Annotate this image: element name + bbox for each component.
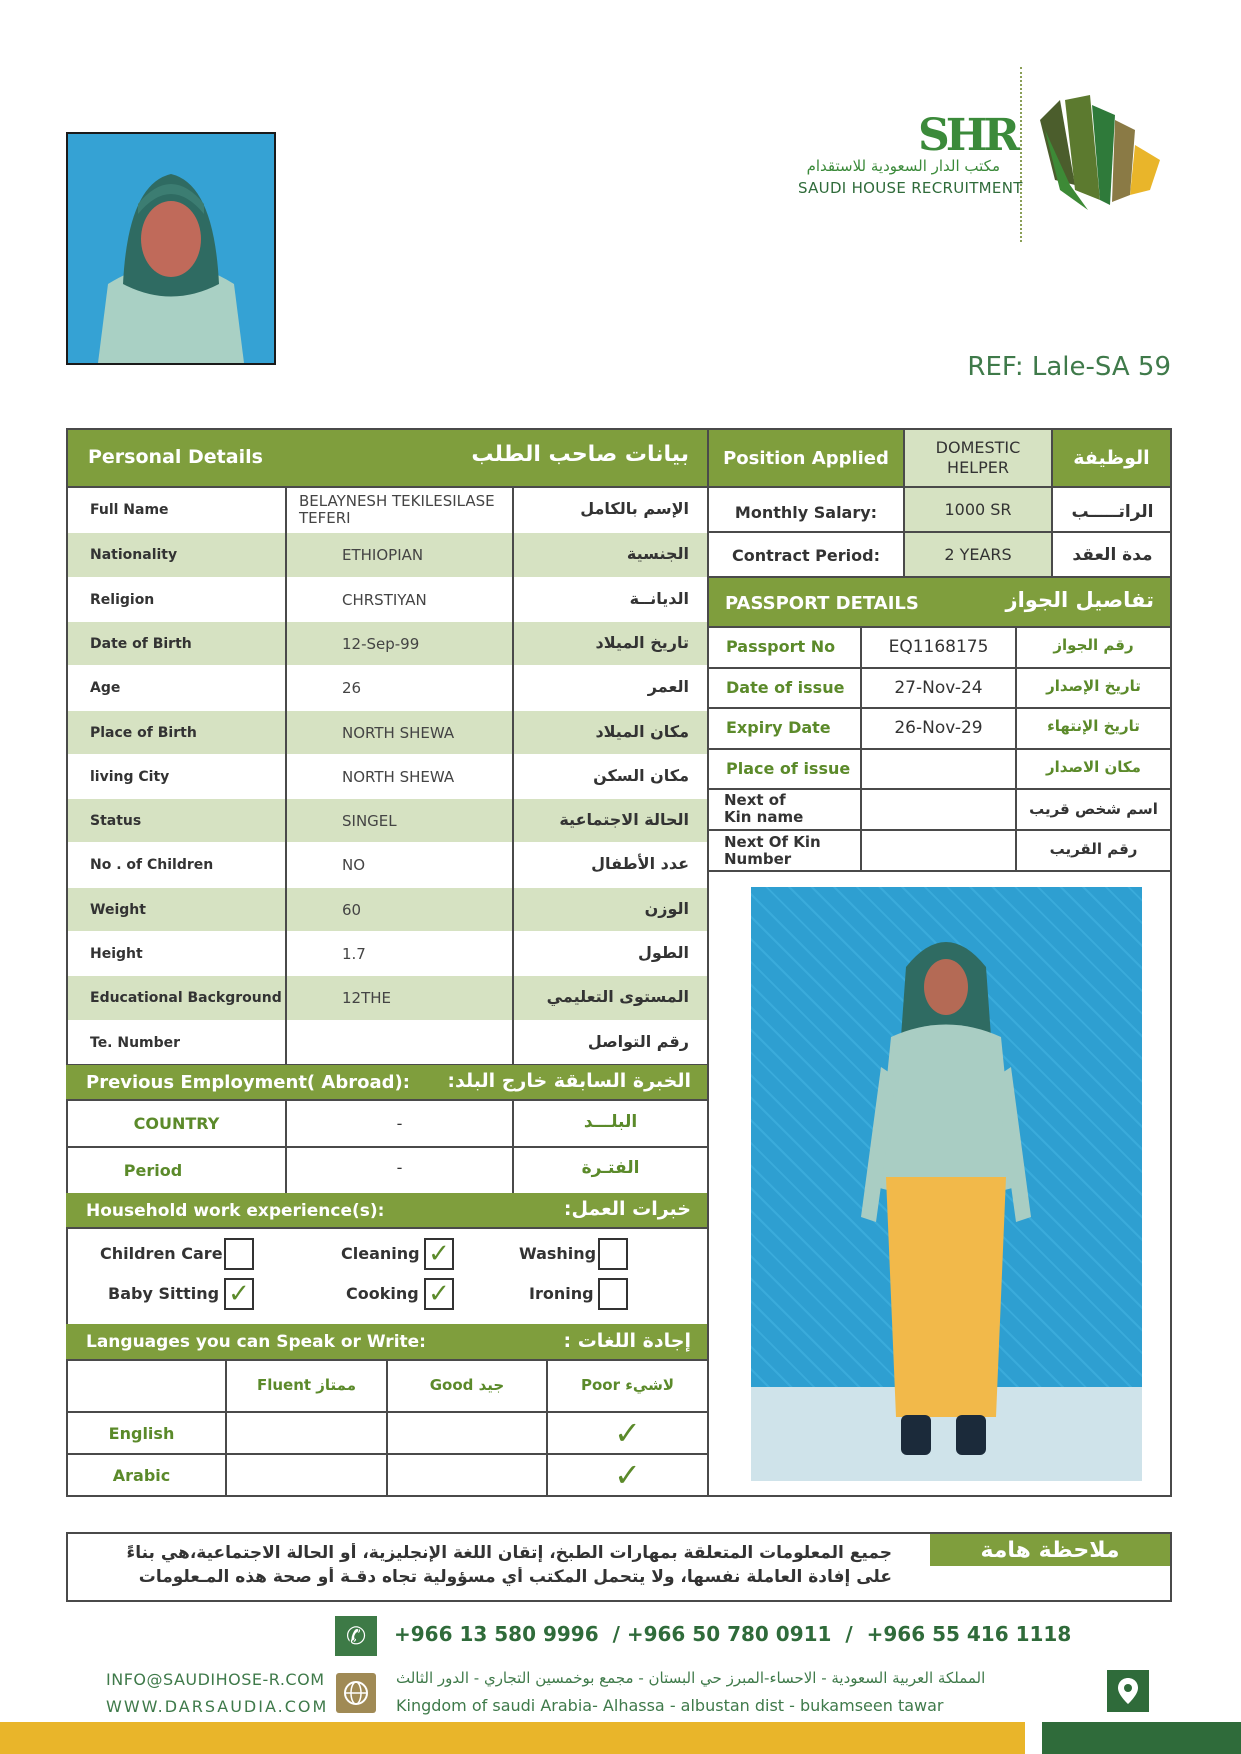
languages-title-ar: إجادة اللغات : — [563, 1330, 691, 1352]
contract-label: Contract Period: — [732, 546, 880, 565]
passport-title-ar: تفاصيل الجواز — [1005, 588, 1154, 612]
globe-icon — [336, 1673, 376, 1713]
contact-phones: +966 13 580 9996 / +966 50 780 0911 / +966 55 416 1118 — [394, 1622, 1072, 1646]
personal-row — [68, 975, 707, 1019]
personal-row-value: NORTH SHEWA — [342, 723, 455, 742]
logo-monogram: SHR — [918, 110, 1016, 161]
personal-details-title-en: Personal Details — [88, 446, 263, 468]
address-arabic: المملكة العربية السعودية - الاحساء-المبرز حي البستان - مجمع بوخمسين التجاري - الدور الثالث — [396, 1669, 986, 1687]
previous-employment-title-ar: الخبرة السابقة خارج البلد: — [447, 1070, 691, 1092]
personal-row-value: BELAYNESH TEKILESILASE TEFERI — [299, 492, 495, 527]
household-item-checkbox[interactable]: ✓ — [224, 1278, 254, 1310]
household-item-label: Washing — [519, 1244, 597, 1263]
household-item-checkbox[interactable] — [598, 1238, 628, 1270]
personal-row — [68, 621, 707, 665]
passport-row-label-ar: تاريخ الإصدار — [1046, 676, 1141, 695]
personal-details-title-ar: بيانات صاحب الطلب — [471, 442, 689, 467]
logo-arabic-name: مكتب الدار السعودية للاستقدام — [806, 157, 1000, 175]
salary-label-ar: الراتـــــب — [1071, 502, 1154, 522]
personal-row-label: Status — [90, 813, 142, 830]
languages-header — [66, 1324, 709, 1361]
passport-row-label: Passport No — [726, 637, 836, 656]
language-name: Arabic — [112, 1466, 171, 1485]
previous-employment-header — [66, 1065, 709, 1101]
personal-column-divider — [512, 486, 514, 1065]
applicant-portrait-photo — [66, 132, 276, 365]
personal-row — [68, 798, 707, 842]
location-pin-icon — [1107, 1670, 1149, 1712]
personal-row — [68, 488, 707, 532]
personal-row-label-ar: مكان السكن — [593, 765, 689, 785]
personal-row-label-ar: رقم التواصل — [587, 1031, 689, 1051]
passport-row-label-ar: تاريخ الإنتهاء — [1047, 717, 1140, 735]
personal-row-label: Height — [90, 946, 143, 962]
personal-row-label-ar: الطول — [638, 943, 689, 962]
household-item-checkbox[interactable]: ✓ — [424, 1238, 454, 1270]
contract-label-ar: مدة العقد — [1072, 545, 1153, 565]
personal-row-label-ar: مكان الميلاد — [595, 721, 689, 741]
language-col-fluent: Fluent ممتاز — [256, 1376, 357, 1394]
personal-row-label-ar: الديانــة — [629, 588, 689, 608]
household-item-label: Baby Sitting — [108, 1284, 220, 1303]
passport-row-divider — [707, 667, 1172, 669]
kin-number-label-line2: Number — [724, 850, 792, 868]
household-title-ar: خبرات العمل: — [563, 1198, 691, 1220]
previous-employment-title-en: Previous Employment( Abroad): — [86, 1072, 410, 1093]
personal-row-label-ar: الوزن — [644, 898, 689, 918]
contact-email[interactable]: INFO@SAUDIHOSE-R.COM — [106, 1670, 325, 1689]
personal-row-value: SINGEL — [342, 812, 397, 831]
passport-row-label-ar: رقم الجواز — [1053, 636, 1134, 654]
passport-row-value: 27-Nov-24 — [894, 677, 983, 698]
personal-row-label-ar: الجنسية — [626, 544, 689, 564]
personal-row — [68, 710, 707, 754]
personal-row — [68, 842, 707, 886]
previous-country-value: - — [396, 1114, 403, 1133]
household-item-label: Ironing — [529, 1284, 594, 1303]
salary-label: Monthly Salary: — [734, 503, 878, 522]
passport-column-divider — [1015, 626, 1017, 788]
personal-row-value: 1.7 — [342, 945, 366, 963]
important-note-title-cell — [930, 1534, 1170, 1566]
language-level-check-icon: ✓ — [614, 1414, 641, 1452]
personal-row — [68, 577, 707, 621]
passport-row-value: 26-Nov-29 — [894, 718, 983, 738]
position-applied-label-text: Position Applied — [723, 447, 889, 469]
logo-english-name: SAUDI HOUSE RECRUITMENT — [798, 179, 1023, 197]
kin-number-label-line1: Next Of Kin — [724, 833, 821, 851]
logo-divider — [1020, 67, 1022, 242]
kin-name-label-line2: Kin name — [724, 808, 804, 826]
personal-row — [68, 887, 707, 931]
household-item-checkbox[interactable] — [224, 1238, 254, 1270]
position-applied-value: DOMESTIC HELPER — [935, 438, 1021, 477]
personal-row-label: Full Name — [90, 502, 169, 518]
household-title-en: Household work experience(s): — [86, 1201, 385, 1221]
important-note-line-2: على إفادة العاملة نفسها، ولا يتحمل المكتب أي مسؤولية تجاه دقـة أو صحة هذه المـعلومات — [138, 1567, 892, 1587]
portrait-figure — [68, 134, 274, 363]
personal-row-label-ar: تاريخ الميلاد — [595, 632, 689, 652]
personal-row-value: 60 — [342, 900, 362, 919]
personal-row-value: 12THE — [342, 989, 392, 1008]
personal-row-label-ar: عدد الأطفال — [591, 854, 689, 874]
household-item-checkbox[interactable] — [598, 1278, 628, 1310]
salary-value: 1000 SR — [903, 488, 1053, 531]
personal-row-label: No . of Children — [90, 857, 214, 874]
important-note-title: ملاحظة هامة — [980, 1537, 1120, 1563]
languages-title-en: Languages you can Speak or Write: — [86, 1332, 426, 1352]
passport-title-en: PASSPORT DETAILS — [725, 593, 919, 614]
kin-name-label-ar: اسم شخص قريب — [1029, 800, 1158, 818]
phone-icon: ✆ — [335, 1616, 377, 1656]
passport-row-label: Place of issue — [726, 758, 851, 778]
language-level-check-icon: ✓ — [614, 1456, 641, 1494]
language-col-poor: Poor لاشيء — [581, 1376, 674, 1394]
previous-country-label-ar: البلـــد — [583, 1112, 638, 1132]
kin-name-label — [724, 792, 803, 826]
kin-name-label-line1: Next of — [724, 791, 786, 809]
position-applied-value-cell — [903, 430, 1053, 486]
position-applied-label-ar-cell — [1053, 430, 1170, 486]
previous-period-value: - — [396, 1158, 403, 1177]
personal-row-label: Te. Number — [90, 1034, 181, 1051]
personal-row-label: Age — [90, 680, 121, 697]
household-experience-header — [66, 1193, 709, 1229]
personal-row-value: CHRSTIYAN — [342, 590, 427, 609]
passport-column-divider — [860, 626, 862, 788]
household-item-checkbox[interactable]: ✓ — [424, 1278, 454, 1310]
passport-row-divider — [707, 748, 1172, 750]
personal-row-label-ar: المستوى التعليمي — [546, 987, 689, 1007]
passport-details-header — [709, 578, 1170, 626]
personal-row — [68, 931, 707, 975]
contract-value: 2 YEARS — [903, 533, 1053, 576]
previous-period-label-ar: الفتـرة — [581, 1158, 640, 1178]
position-applied-label-ar: الوظيفة — [1073, 447, 1150, 469]
personal-row-label-ar: الإسم بالكامل — [580, 499, 689, 518]
personal-column-divider — [285, 486, 287, 1065]
previous-period-label: Period — [123, 1161, 183, 1180]
address-english: Kingdom of saudi Arabia- Alhassa - albustan dist - bukamseen tawar — [396, 1696, 944, 1715]
passport-row-label: Date of issue — [726, 677, 845, 697]
full-body-figure — [751, 887, 1142, 1481]
household-item-label: Cooking — [346, 1284, 419, 1303]
personal-row-value: NO — [342, 856, 366, 875]
personal-row-label: living City — [90, 768, 170, 785]
personal-row-label: Place of Birth — [90, 724, 197, 741]
personal-row-label-ar: العمر — [647, 677, 689, 697]
language-name: English — [108, 1424, 175, 1443]
personal-row-value: NORTH SHEWA — [342, 767, 455, 786]
personal-row-value: 26 — [342, 679, 362, 698]
personal-row — [68, 754, 707, 798]
passport-row-divider — [707, 626, 1172, 628]
position-applied-label — [709, 430, 903, 486]
language-col-good: Good جيد — [429, 1376, 505, 1394]
passport-row-label: Expiry Date — [726, 718, 831, 737]
kin-number-label-ar: رقم القريب — [1049, 840, 1138, 858]
household-item-label: Cleaning — [341, 1244, 420, 1263]
personal-row-value: 12-Sep-99 — [342, 634, 420, 653]
personal-row — [68, 1020, 707, 1064]
applicant-full-body-photo — [751, 887, 1142, 1481]
personal-row — [68, 665, 707, 709]
personal-row-label: Weight — [90, 901, 146, 918]
personal-row-label: Religion — [90, 591, 155, 608]
company-logo — [795, 65, 1180, 245]
household-item-label: Children Care — [100, 1244, 223, 1263]
footer-yellow-band — [0, 1722, 1025, 1754]
personal-row-value: ETHIOPIAN — [342, 546, 424, 565]
personal-row-label: Date of Birth — [90, 635, 192, 652]
personal-row-label: Educational Background — [90, 990, 282, 1007]
personal-row-label-ar: الحالة الاجتماعية — [559, 810, 689, 830]
passport-row-divider — [707, 707, 1172, 709]
important-note-line-1: جميع المعلومات المتعلقة بمهارات الطبخ، إتقان اللغة الإنجليزية، أو الحالة الاجتماعية،هي بناءً — [126, 1543, 892, 1563]
contact-website[interactable]: WWW.DARSAUDIA.COM — [106, 1697, 329, 1716]
kin-number-label — [724, 834, 821, 868]
personal-row — [68, 532, 707, 576]
footer-green-band — [1042, 1722, 1241, 1754]
previous-country-label: COUNTRY — [133, 1114, 220, 1133]
logo-map-mark — [1030, 90, 1180, 220]
personal-header-divider — [66, 486, 709, 488]
passport-row-value: EQ1168175 — [888, 637, 989, 657]
personal-row-label: Nationality — [90, 547, 178, 564]
passport-row-label-ar: مكان الاصدار — [1046, 757, 1141, 776]
personal-details-header — [68, 430, 707, 486]
reference-number: REF: Lale-SA 59 — [967, 352, 1171, 382]
